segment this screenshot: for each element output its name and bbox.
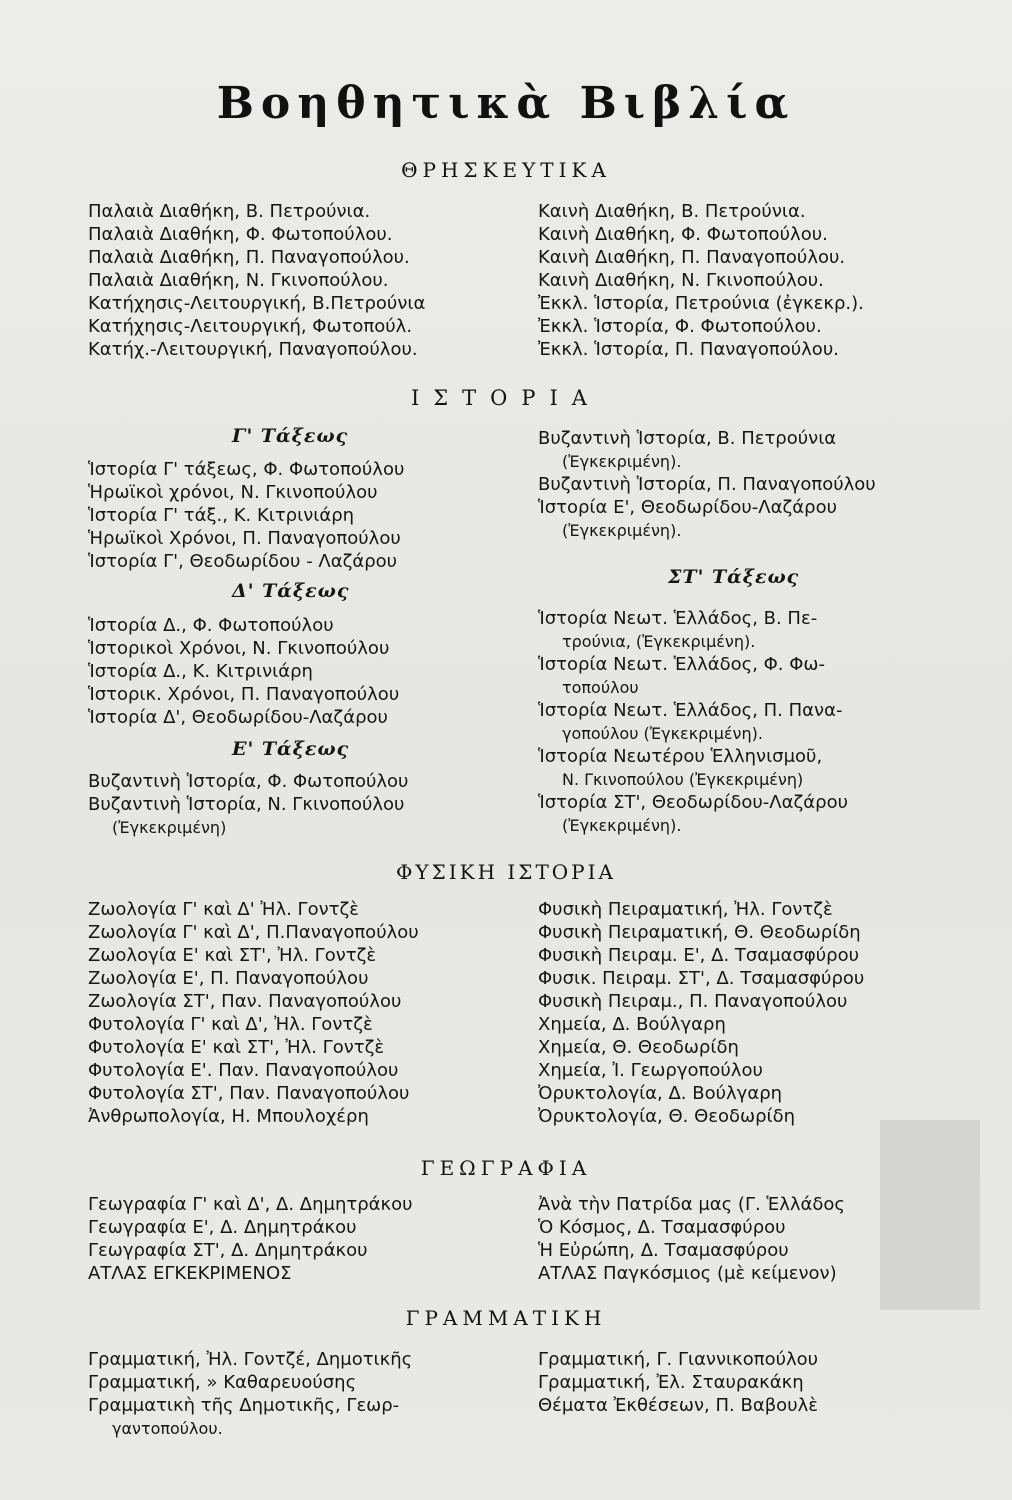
book-entry-continuation: Ν. Γκινοπούλου (Ἐγκεκριμένη)	[562, 770, 804, 789]
book-entry: Φυσικ. Πειραμ. ΣΤ', Δ. Τσαμασφύρου	[538, 968, 865, 989]
book-entry: ΑΤΛΑΣ ΕΓΚΕΚΡΙΜΕΝΟΣ	[88, 1263, 292, 1284]
book-entry: Ἱστορία Νεωτ. Ἑλλάδος, Φ. Φω-	[538, 654, 825, 675]
book-entry: Φυτολογία Ε'. Παν. Παναγοπούλου	[88, 1060, 399, 1081]
book-entry-continuation: (Ἐγκεκριμένη).	[562, 816, 682, 835]
book-entry: Γραμματικὴ τῆς Δημοτικῆς, Γεωρ-	[88, 1395, 400, 1416]
book-entry: Παλαιὰ Διαθήκη, Φ. Φωτοπούλου.	[88, 224, 393, 245]
book-entry: Ζωολογία Ε', Π. Παναγοπούλου	[88, 968, 369, 989]
natural-history-right-list	[538, 898, 968, 1128]
book-entry: Ζωολογία ΣΤ', Παν. Παναγοπούλου	[88, 991, 402, 1012]
book-entry: Φυσικὴ Πειραματική, Ἠλ. Γοντζὲ	[538, 899, 833, 920]
book-entry-continuation: τρούνια, (Ἐγκεκριμένη).	[562, 632, 756, 651]
book-entry: Ἱστορία Δ., Κ. Κιτρινιάρη	[88, 661, 313, 682]
book-entry: Γεωγραφία ΣΤ', Δ. Δημητράκου	[88, 1240, 368, 1261]
book-entry: ΑΤΛΑΣ Παγκόσμιος (μὲ κείμενον)	[538, 1263, 837, 1284]
book-entry: Γεωγραφία Ε', Δ. Δημητράκου	[88, 1217, 357, 1238]
section-heading-history: ΙΣΤΟΡΙΑ	[411, 386, 601, 410]
book-entry: Ἱστορία Γ' τάξ., Κ. Κιτρινιάρη	[88, 505, 355, 526]
book-entry: Γραμματική, Γ. Γιαννικοπούλου	[538, 1349, 819, 1370]
section-heading-grammar: ΓΡΑΜΜΑΤΙΚΗ	[405, 1306, 607, 1330]
book-entry: Ζωολογία Ε' καὶ ΣΤ', Ἠλ. Γοντζὲ	[88, 945, 377, 966]
book-entry-continuation: γοπούλου (Ἐγκεκριμένη).	[562, 724, 763, 743]
book-entry: Καινὴ Διαθήκη, Φ. Φωτοπούλου.	[538, 224, 828, 245]
book-entry: Παλαιὰ Διαθήκη, Π. Παναγοπούλου.	[88, 247, 410, 268]
natural-history-left-list	[88, 898, 518, 1128]
book-entry: Παλαιὰ Διαθήκη, Β. Πετρούνια.	[88, 201, 371, 222]
book-entry: Ἱστορία Δ', Θεοδωρίδου-Λαζάρου	[88, 707, 388, 728]
section-heading-geography: ΓΕΩΓΡΑΦΙΑ	[420, 1156, 592, 1180]
book-entry: Ἱστορία Γ' τάξεως, Φ. Φωτοπούλου	[88, 459, 405, 480]
grammar-right-list	[538, 1348, 968, 1417]
book-entry: Ἱστορία ΣΤ', Θεοδωρίδου-Λαζάρου	[538, 792, 848, 813]
book-entry: Βυζαντινὴ Ἱστορία, Β. Πετρούνια	[538, 428, 837, 449]
book-entry: Χημεία, Θ. Θεοδωρίδη	[538, 1037, 739, 1058]
book-entry: Ἡρωϊκοὶ Χρόνοι, Π. Παναγοπούλου	[88, 528, 401, 549]
book-entry-continuation: (Ἐγκεκριμένη)	[112, 818, 227, 837]
book-entry: Καινὴ Διαθήκη, Β. Πετρούνια.	[538, 201, 806, 222]
book-entry: Ἐκκλ. Ἱστορία, Π. Παναγοπούλου.	[538, 339, 839, 360]
book-entry-continuation: τοπούλου	[562, 678, 639, 697]
book-entry: Φυτολογία ΣΤ', Παν. Παναγοπούλου	[88, 1083, 410, 1104]
book-entry: Γραμματική, Ἐλ. Σταυρακάκη	[538, 1372, 804, 1393]
book-entry-continuation: γαντοπούλου.	[112, 1419, 223, 1438]
book-entry: Ἱστορία Γ', Θεοδωρίδου - Λαζάρου	[88, 551, 398, 572]
book-entry: Θέματα Ἐκθέσεων, Π. Βαβουλὲ	[538, 1395, 818, 1416]
book-entry: Ἱστορικοὶ Χρόνοι, Ν. Γκινοπούλου	[88, 638, 390, 659]
grade-c-heading: Γ' Τάξεως	[232, 425, 349, 447]
book-entry: Κατήχησις-Λειτουργική, Β.Πετρούνια	[88, 293, 426, 314]
history-grade-e-list	[88, 770, 518, 839]
book-entry: Ἐκκλ. Ἱστορία, Πετρούνια (ἐγκεκρ.).	[538, 293, 864, 314]
history-grade-c-list	[88, 458, 518, 573]
grammar-left-list	[88, 1348, 518, 1440]
book-entry: Ἱστορία Ε', Θεοδωρίδου-Λαζάρου	[538, 497, 837, 518]
book-entry: Ὁ Κόσμος, Δ. Τσαμασφύρου	[538, 1217, 786, 1238]
book-entry: Ἡρωϊκοὶ χρόνοι, Ν. Γκινοπούλου	[88, 482, 378, 503]
book-entry: Βυζαντινὴ Ἱστορία, Ν. Γκινοπούλου	[88, 794, 405, 815]
grade-e-heading: Ε' Τάξεως	[232, 738, 350, 760]
history-grade-f-list	[538, 607, 968, 837]
book-entry: Ἡ Εὐρώπη, Δ. Τσαμασφύρου	[538, 1240, 789, 1261]
book-entry: Ζωολογία Γ' καὶ Δ', Π.Παναγοπούλου	[88, 922, 419, 943]
book-entry: Γραμματική, Ἠλ. Γοντζέ, Δημοτικῆς	[88, 1349, 413, 1370]
book-entry: Ἀνὰ τὴν Πατρίδα μας (Γ. Ἑλλάδος	[538, 1194, 845, 1215]
book-entry: Φυτολογία Ε' καὶ ΣΤ', Ἠλ. Γοντζὲ	[88, 1037, 385, 1058]
book-entry: Ὀρυκτολογία, Θ. Θεοδωρίδη	[538, 1106, 796, 1127]
book-entry: Καινὴ Διαθήκη, Π. Παναγοπούλου.	[538, 247, 846, 268]
book-entry: Γραμματική, » Καθαρευούσης	[88, 1372, 357, 1393]
page-title: Βοηθητικὰ Βιβλία	[216, 78, 796, 129]
book-entry: Ἐκκλ. Ἱστορία, Φ. Φωτοπούλου.	[538, 316, 822, 337]
book-entry: Φυσικὴ Πειραμ., Π. Παναγοπούλου	[538, 991, 848, 1012]
book-entry: Ὀρυκτολογία, Δ. Βούλγαρη	[538, 1083, 783, 1104]
book-entry: Γεωγραφία Γ' καὶ Δ', Δ. Δημητράκου	[88, 1194, 413, 1215]
book-entry: Κατήχησις-Λειτουργική, Φωτοπούλ.	[88, 316, 413, 337]
book-entry: Ἱστορία Νεωτ. Ἑλλάδος, Π. Πανα-	[538, 700, 843, 721]
book-entry: Χημεία, Δ. Βούλγαρη	[538, 1014, 726, 1035]
book-entry-continuation: (Ἐγκεκριμένη).	[562, 521, 682, 540]
book-entry: Χημεία, Ἰ. Γεωργοπούλου	[538, 1060, 763, 1081]
book-entry: Ἀνθρωπολογία, Η. Μπουλοχέρη	[88, 1106, 369, 1127]
book-entry: Ἱστορικ. Χρόνοι, Π. Παναγοπούλου	[88, 684, 400, 705]
religion-right-list	[538, 200, 968, 361]
section-heading-religion: ΘΡΗΣΚΕΥΤΙΚΑ	[401, 158, 611, 182]
book-entry: Παλαιὰ Διαθήκη, Ν. Γκινοπούλου.	[88, 270, 389, 291]
history-right-top-list	[538, 427, 968, 542]
grade-d-heading: Δ' Τάξεως	[232, 580, 350, 602]
book-entry: Φυσικὴ Πειραμ. Ε', Δ. Τσαμασφύρου	[538, 945, 860, 966]
book-entry: Βυζαντινὴ Ἱστορία, Π. Παναγοπούλου	[538, 474, 876, 495]
book-entry: Καινὴ Διαθήκη, Ν. Γκινοπούλου.	[538, 270, 824, 291]
religion-left-list	[88, 200, 518, 361]
book-entry: Ἱστορία Δ., Φ. Φωτοπούλου	[88, 615, 334, 636]
geography-right-list	[538, 1193, 968, 1285]
section-heading-natural-history: ΦΥΣΙΚΗ ΙΣΤΟΡΙΑ	[396, 860, 616, 884]
book-entry: Φυσικὴ Πειραματική, Θ. Θεοδωρίδη	[538, 922, 861, 943]
geography-left-list	[88, 1193, 518, 1285]
book-entry: Ἱστορία Νεωτ. Ἑλλάδος, Β. Πε-	[538, 608, 818, 629]
book-entry: Ἱστορία Νεωτέρου Ἑλληνισμοῦ,	[538, 746, 823, 767]
history-grade-d-list	[88, 614, 518, 729]
book-entry: Βυζαντινὴ Ἱστορία, Φ. Φωτοπούλου	[88, 771, 409, 792]
book-entry: Φυτολογία Γ' καὶ Δ', Ἠλ. Γοντζὲ	[88, 1014, 373, 1035]
book-entry-continuation: (Ἐγκεκριμένη).	[562, 452, 682, 471]
book-entry: Ζωολογία Γ' καὶ Δ' Ἠλ. Γοντζὲ	[88, 899, 359, 920]
grade-f-heading: ΣΤ' Τάξεως	[668, 566, 800, 588]
book-entry: Κατήχ.-Λειτουργική, Παναγοπούλου.	[88, 339, 418, 360]
